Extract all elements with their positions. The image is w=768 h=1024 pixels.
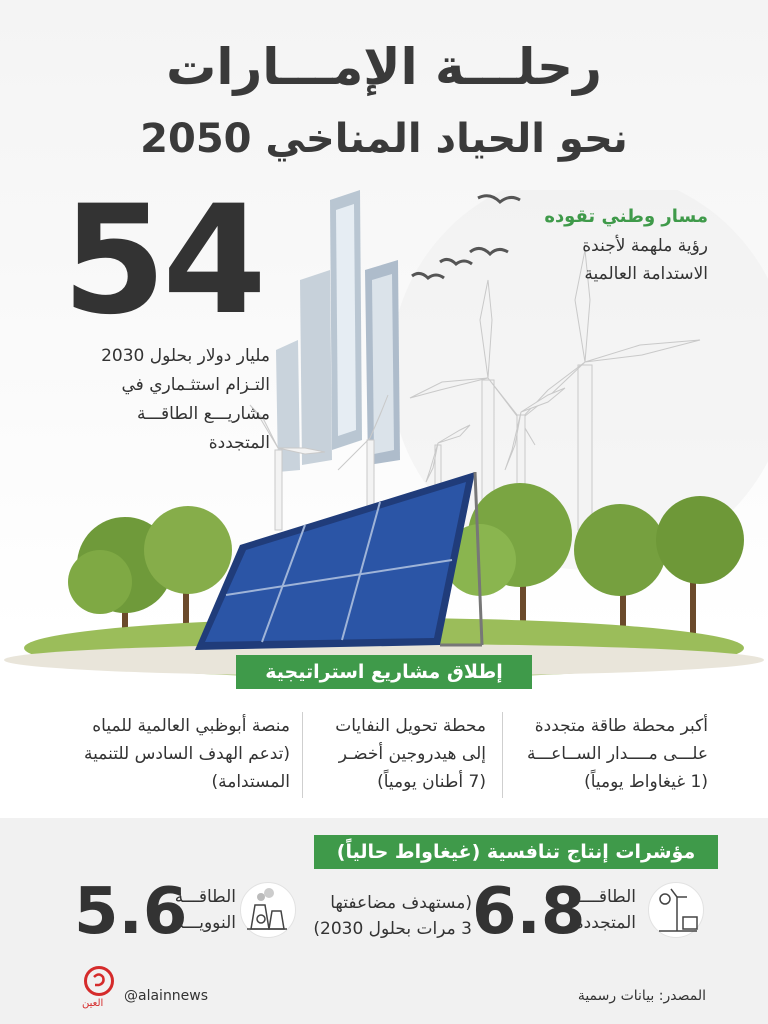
indicators-banner: مؤشرات إنتاج تنافسية (غيغاواط حالياً) bbox=[314, 835, 718, 869]
project-line: إلى هيدروجين أخضـر bbox=[338, 744, 486, 764]
renewable-label-line: الطاقــــة bbox=[569, 887, 636, 907]
investment-desc-line: مليار دولار بحلول 2030 bbox=[101, 346, 270, 366]
vision-line: الاستدامة العالمية bbox=[584, 264, 708, 284]
solar-wind-icon bbox=[648, 882, 704, 938]
renewable-note bbox=[312, 890, 472, 942]
vision-title: مسار وطني تقوده bbox=[544, 206, 708, 227]
nuclear-label-line: النوويـــة bbox=[175, 913, 236, 933]
investment-description bbox=[60, 342, 270, 458]
project-line: (1 غيغاواط يومياً) bbox=[584, 772, 708, 792]
main-title: رحلـــة الإمـــارات bbox=[166, 38, 602, 96]
project-item bbox=[60, 712, 290, 802]
logo-text: العين bbox=[82, 998, 104, 1009]
social-handle[interactable]: @alainnews bbox=[124, 988, 209, 1004]
renewable-label-line: المتجددة bbox=[574, 913, 636, 933]
column-divider bbox=[502, 712, 503, 798]
project-line: أكبر محطة طاقة متجددة bbox=[534, 716, 708, 736]
project-item bbox=[498, 712, 708, 802]
project-line: (7 أطنان يومياً) bbox=[377, 772, 486, 792]
investment-desc-line: مشاريـــع الطاقـــة bbox=[137, 404, 270, 424]
skyscrapers-illustration bbox=[276, 190, 400, 472]
project-line: محطة تحويل النفايات bbox=[335, 716, 486, 736]
subtitle: نحو الحياد المناخي 2050 bbox=[140, 116, 628, 162]
project-line: المستدامة) bbox=[211, 772, 290, 792]
project-item bbox=[276, 712, 486, 802]
solar-panel-illustration bbox=[195, 472, 482, 650]
renewable-note-line: 3 مرات بحلول 2030) bbox=[313, 919, 472, 939]
column-divider bbox=[302, 712, 303, 798]
investment-value: 54 bbox=[62, 174, 263, 348]
vision-line: رؤية ملهمة لأجندة bbox=[582, 236, 708, 256]
alain-logo-icon bbox=[84, 966, 114, 996]
investment-desc-line: التـزام استثـماري في bbox=[121, 375, 270, 395]
renewable-value: 6.8 bbox=[472, 875, 586, 949]
project-line: (تدعم الهدف السادس للتنمية bbox=[84, 744, 290, 764]
investment-desc-line: المتجددة bbox=[208, 433, 270, 453]
nuclear-value: 5.6 bbox=[74, 875, 188, 949]
project-line: منصة أبوظبي العالمية للمياه bbox=[92, 716, 290, 736]
nuclear-plant-icon bbox=[240, 882, 296, 938]
projects-banner: إطلاق مشاريع استراتيجية bbox=[236, 655, 532, 689]
nuclear-label-line: الطاقـــة bbox=[174, 887, 236, 907]
source-text: المصدر: بيانات رسمية bbox=[577, 988, 706, 1004]
renewable-note-line: (مستهدف مضاعفتها bbox=[330, 893, 472, 913]
project-line: علـــى مــــدار الســاعـــة bbox=[527, 744, 708, 764]
